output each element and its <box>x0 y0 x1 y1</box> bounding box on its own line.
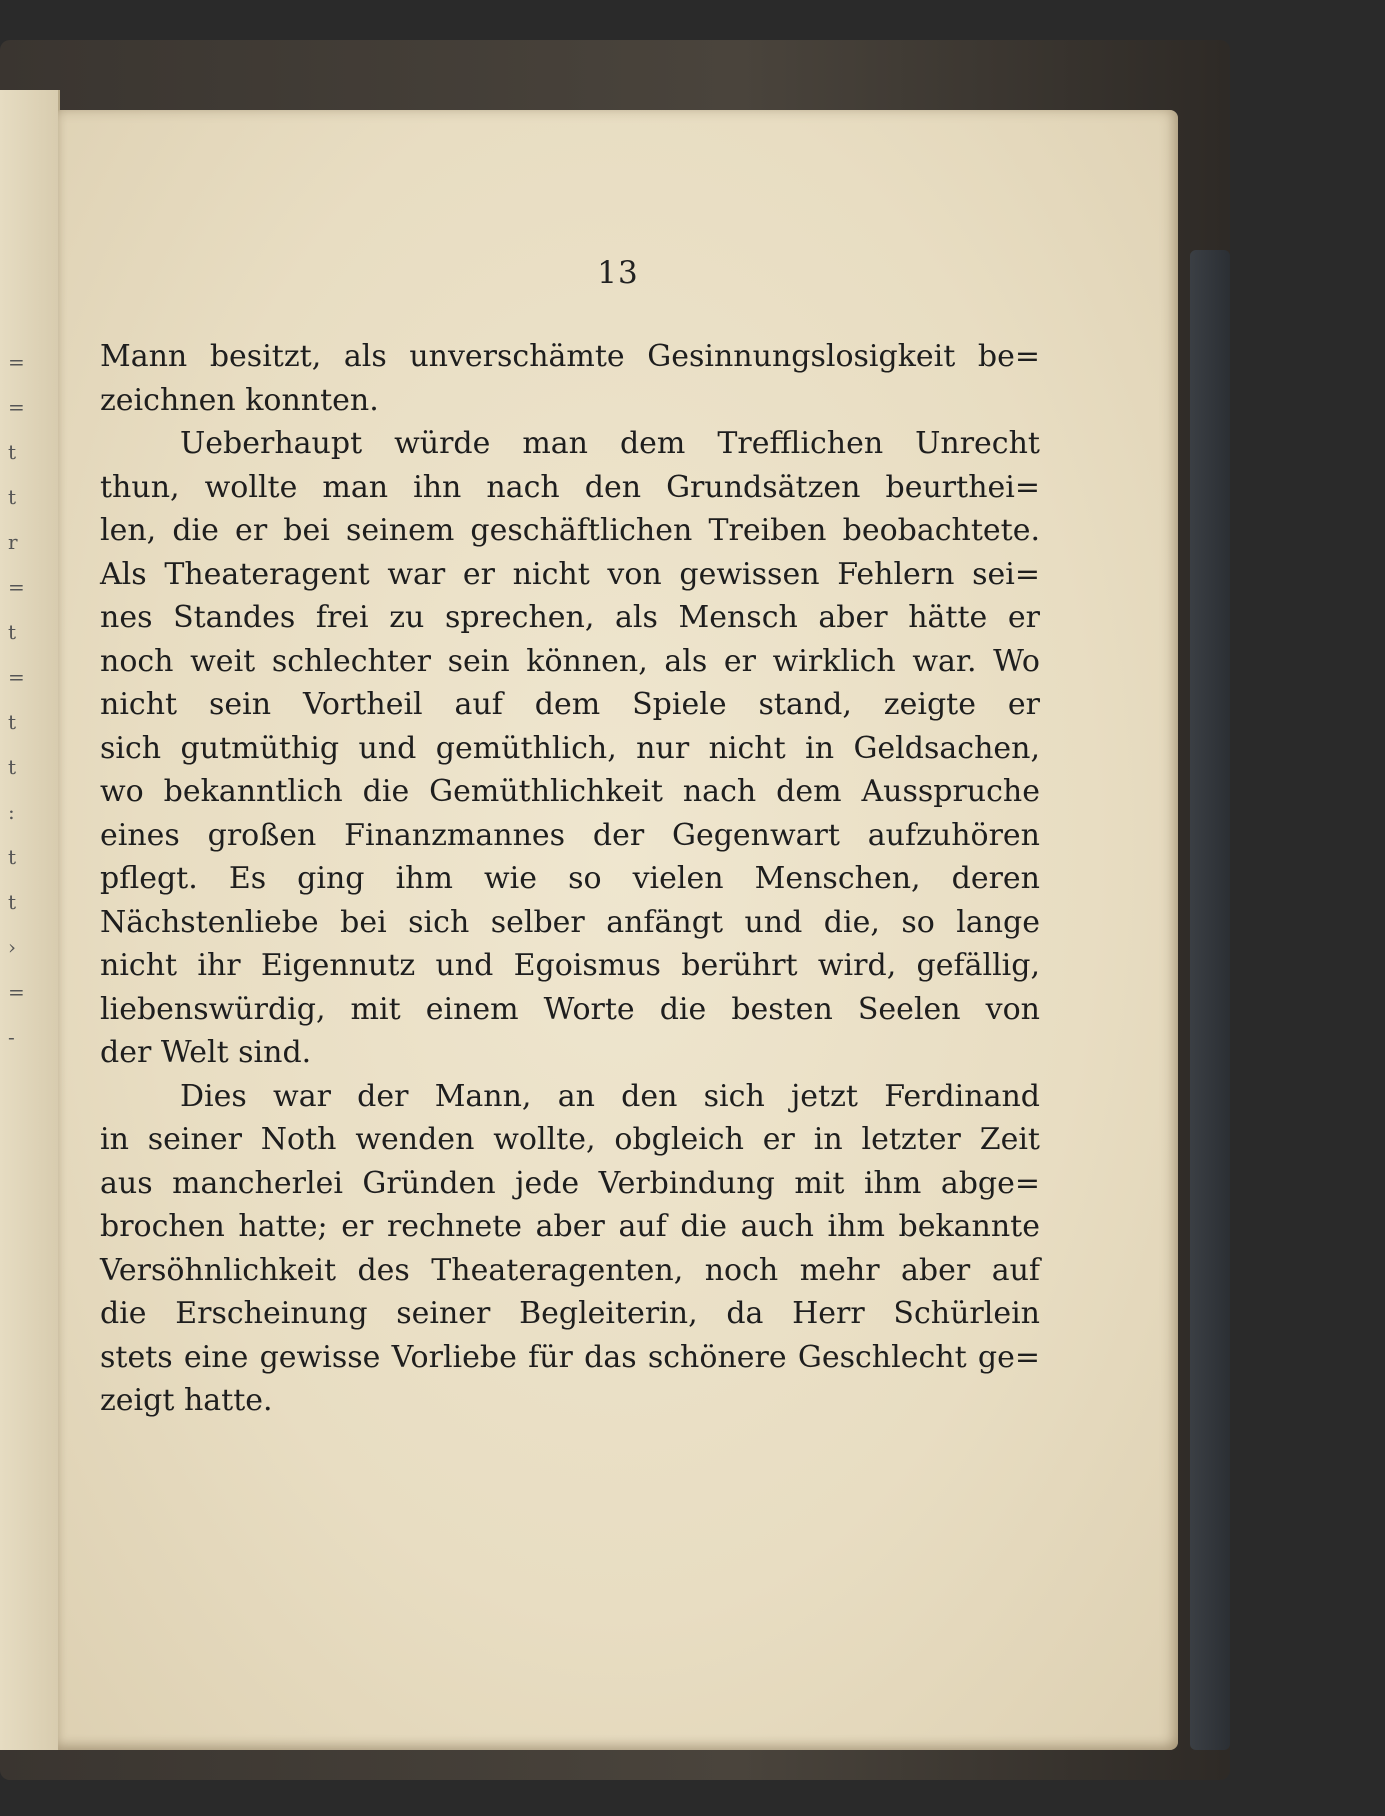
text-line: pflegt. Es ging ihm wie so vielen Menschen, deren <box>100 861 1040 896</box>
left-page-edge <box>0 90 60 1750</box>
text-line: nes Standes frei zu sprechen, als Mensch aber hätte er <box>100 600 1040 635</box>
left-page-mark: › <box>8 935 16 959</box>
left-page-mark: t <box>8 710 17 734</box>
book-page <box>58 110 1178 1750</box>
text-line: wo bekanntlich die Gemüthlichkeit nach dem Ausspruche <box>100 774 1040 809</box>
text-line: thun, wollte man ihn nach den Grundsätzen beurthei= <box>100 469 1040 505</box>
left-page-mark: t <box>8 620 17 644</box>
left-page-mark: t <box>8 890 17 914</box>
text-line: nicht ihr Eigennutz und Egoismus berührt wird, gefällig, <box>100 948 1040 983</box>
text-line: der Welt sind. <box>100 1035 312 1070</box>
left-page-mark: r <box>8 530 18 554</box>
book-spine-edge <box>1190 250 1230 1750</box>
left-page-marks <box>8 340 48 1240</box>
left-page-mark: = <box>8 575 25 599</box>
text-line: Dies war der Mann, an den sich jetzt Ferdinand <box>180 1078 1040 1114</box>
text-line: in seiner Noth wenden wollte, obgleich er in letzter Zeit <box>100 1122 1040 1157</box>
page-number: 13 <box>597 255 639 291</box>
left-page-mark: : <box>8 800 15 824</box>
page-text <box>100 335 1040 1423</box>
text-line: Als Theateragent war er nicht von gewissen Fehlern sei= <box>100 556 1040 592</box>
text-line: len, die er bei seinem geschäftlichen Treiben beobachtete. <box>100 513 1040 548</box>
text-line: noch weit schlechter sein können, als er wirklich war. Wo <box>100 643 1040 679</box>
left-page-mark: t <box>8 440 17 464</box>
text-line: stets eine gewisse Vorliebe für das schönere Geschlecht ge= <box>100 1339 1040 1375</box>
left-page-mark: t <box>8 485 17 509</box>
text-line: nicht sein Vortheil auf dem Spiele stand, zeigte er <box>100 687 1040 722</box>
left-page-mark: = <box>8 665 25 689</box>
text-line: zeigt hatte. <box>100 1383 273 1418</box>
text-line: die Erscheinung seiner Begleiterin, da Herr Schürlein <box>100 1296 1040 1331</box>
left-page-mark: = <box>8 980 25 1004</box>
text-line: zeichnen konnten. <box>100 382 379 418</box>
text-line: aus mancherlei Gründen jede Verbindung mit ihm abge= <box>100 1165 1040 1201</box>
text-line: brochen hatte; er rechnete aber auf die auch ihm bekannte <box>100 1209 1040 1244</box>
left-page-mark: - <box>8 1025 15 1049</box>
text-line: eines großen Finanzmannes der Gegenwart aufzuhören <box>100 817 1040 853</box>
text-line: sich gutmüthig und gemüthlich, nur nicht in Geldsachen, <box>100 730 1040 766</box>
text-line: Nächstenliebe bei sich selber anfängt und die, so lange <box>100 904 1040 940</box>
text-line: Mann besitzt, als unverschämte Gesinnungslosigkeit be= <box>100 339 1040 374</box>
text-line: Ueberhaupt würde man dem Trefflichen Unrecht <box>180 426 1040 461</box>
text-line: liebenswürdig, mit einem Worte die besten Seelen von <box>100 991 1040 1027</box>
left-page-mark: = <box>8 395 25 419</box>
left-page-mark: = <box>8 350 25 374</box>
left-page-mark: t <box>8 845 17 869</box>
left-page-mark: t <box>8 755 17 779</box>
text-line: Versöhnlichkeit des Theateragenten, noch mehr aber auf <box>100 1252 1040 1288</box>
